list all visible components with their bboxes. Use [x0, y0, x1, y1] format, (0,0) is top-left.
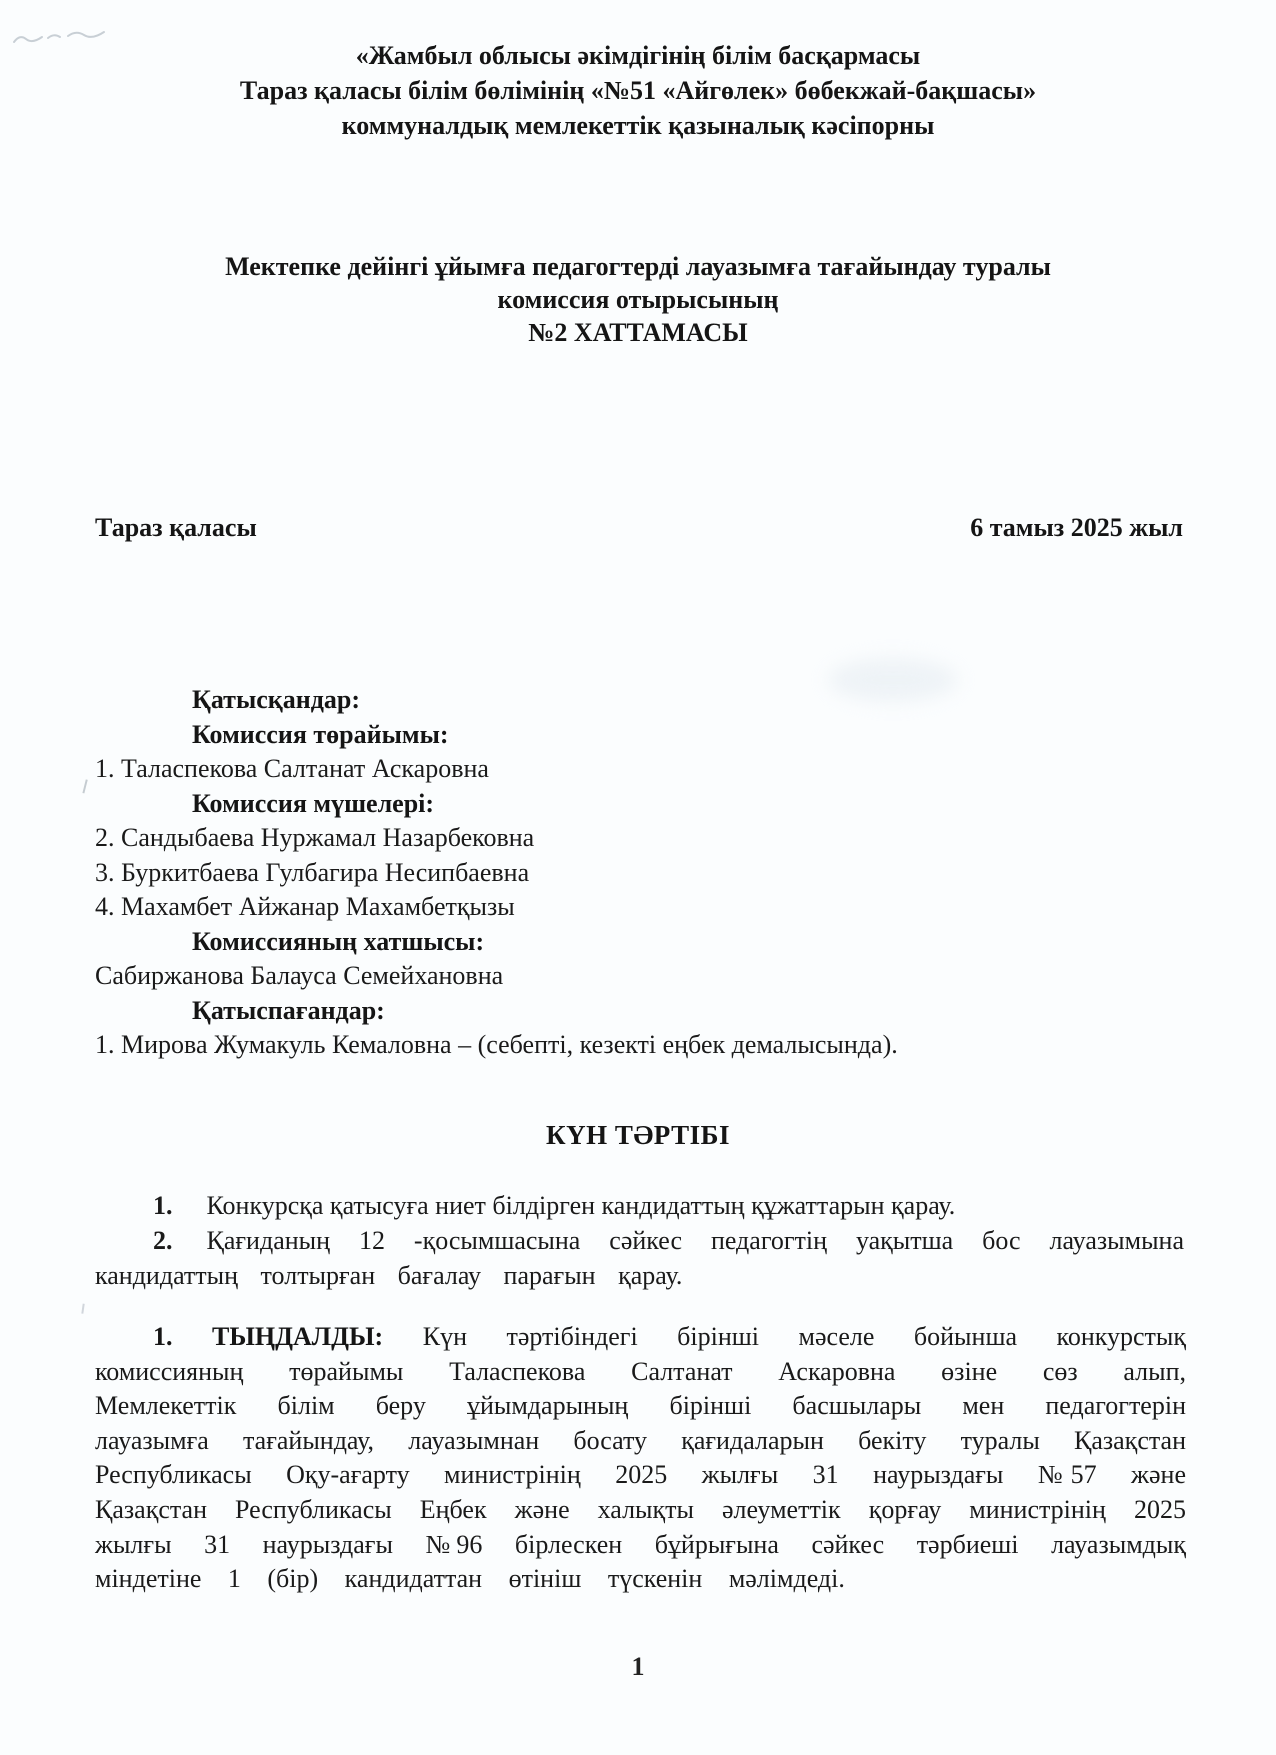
agenda-item-text: Конкурсқа қатысуға ниет білдірген кандидаттың құжаттарын қарау. — [206, 1191, 956, 1220]
title-line-3: №2 ХАТТАМАСЫ — [528, 318, 748, 347]
absent-label: Қатыспағандар: — [192, 995, 385, 1025]
agenda-item-text: Қағиданың 12 -қосымшасына сәйкес педагогтің уақытша бос лауазымына кандидаттың толтырған бағалау парағын қарау. — [95, 1226, 1184, 1290]
agenda-item-1 — [95, 1188, 1184, 1223]
heard-paragraph — [95, 1320, 1186, 1597]
date-label: 6 тамыз 2025 жыл — [970, 513, 1183, 542]
scan-speck-artifact — [82, 779, 92, 794]
organization-header — [60, 38, 1216, 143]
city-date-row — [95, 513, 1183, 543]
agenda-item-2 — [95, 1223, 1184, 1293]
heard-text: Күн тәртібіндегі бірінші мәселе бойынша конкурстық комиссияның төрайымы Таласпекова Салтанат Аскаровна өзіне сөз алып, Мемлекеттік білім беру ұйымдарының бірінші басшылары мен педагогтерін лауазымға тағайындау, лауазымнан босату қағидаларын бекіту туралы Қазақстан Республикасы Оқу-ағарту министрінің 2025 жылғы 31 наурыздағы №57 және Қазақстан Республикасы Еңбек және халықты әлеуметтік қорғау министрінің 2025 жылғы 31 наурыздағы №96 бірлескен бұйрығына сәйкес тәрбиеші лауазымдық міндетіне 1 (бір) кандидаттан өтініш түскенін мәлімдеді. — [95, 1322, 1186, 1594]
city-label: Тараз қаласы — [95, 513, 257, 542]
scan-speck-artifact — [81, 1304, 88, 1315]
secretary-label: Комиссияның хатшысы: — [192, 926, 485, 956]
chair-label: Комиссия төрайымы: — [192, 719, 449, 749]
absent-name: 1. Мирова Жумакуль Кемаловна – (себепті, кезекті еңбек демалысында). — [95, 1030, 898, 1059]
chair-name: 1. Таласпекова Салтанат Аскаровна — [95, 754, 489, 783]
org-header-line-1: «Жамбыл облысы әкімдігінің білім басқармасы — [355, 41, 921, 70]
title-line-2: комиссия отырысының — [497, 285, 779, 314]
document-title — [80, 250, 1196, 349]
member-name: 2. Сандыбаева Нуржамал Назарбековна — [95, 823, 535, 852]
agenda-item-number: 2. — [153, 1226, 173, 1255]
org-header-line-2: Тараз қаласы білім бөлімінің «№51 «Айгөлек» бөбекжай-бақшасы» — [239, 76, 1037, 105]
secretary-name: Сабиржанова Балауса Семейхановна — [95, 961, 504, 990]
agenda-heading: КҮН ТӘРТІБІ — [546, 1120, 730, 1150]
members-label: Комиссия мүшелері: — [192, 788, 435, 818]
member-name: 4. Махамбет Айжанар Махамбетқызы — [95, 892, 515, 921]
title-line-1: Мектепке дейінгі ұйымға педагогтерді лауазымға тағайындау туралы — [225, 252, 1051, 281]
attended-label: Қатысқандар: — [192, 685, 361, 714]
member-name: 3. Буркитбаева Гулбагира Несипбаевна — [95, 857, 530, 887]
heard-label: 1. ТЫҢДАЛДЫ: — [153, 1322, 384, 1351]
agenda-item-number: 1. — [153, 1191, 173, 1220]
page-number: 1 — [631, 1652, 645, 1681]
agenda-list — [95, 1188, 1184, 1293]
participants-section — [95, 683, 1184, 1063]
org-header-line-3: коммуналдық мемлекеттік қазыналық кәсіпорны — [341, 111, 935, 140]
